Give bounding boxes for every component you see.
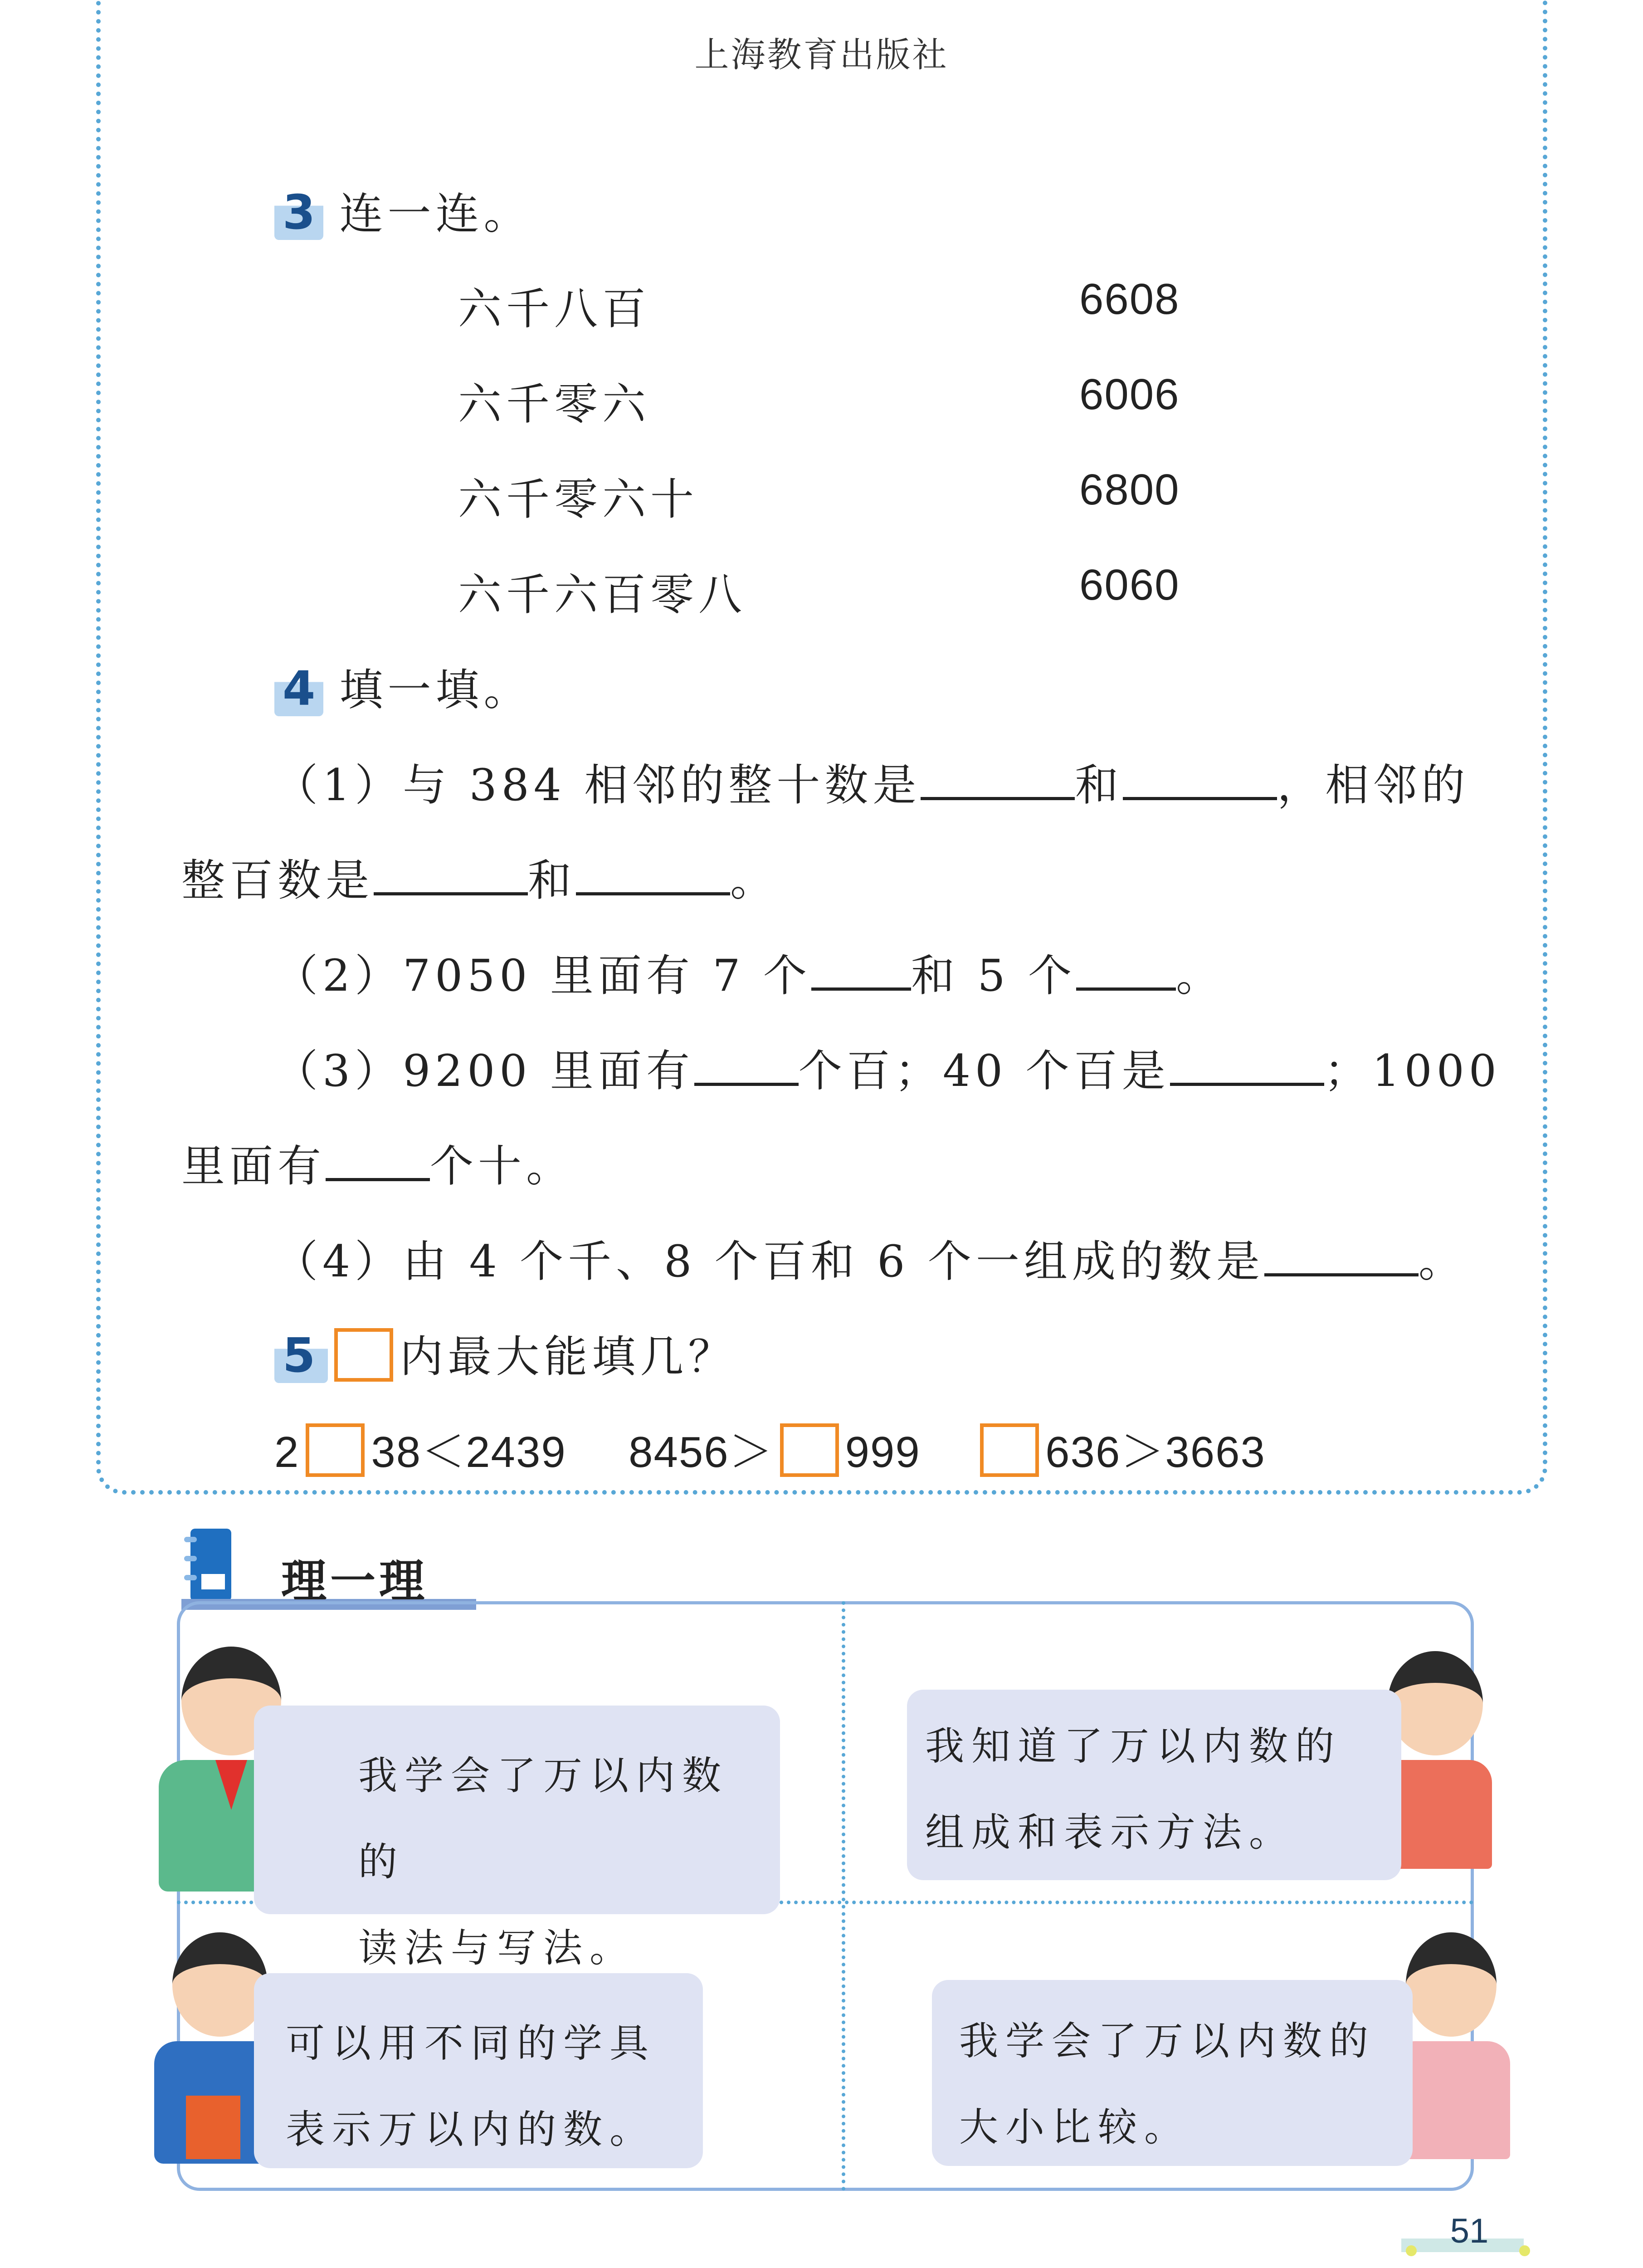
publisher-header: 上海教育出版社 (694, 34, 949, 75)
question-number: 3 (274, 185, 323, 240)
answer-blank[interactable] (811, 956, 911, 991)
question-number: 5 (274, 1328, 328, 1383)
q4-text: ，相邻的 (1277, 760, 1470, 811)
answer-blank[interactable] (576, 860, 730, 895)
question-number: 4 (274, 661, 323, 716)
expr-text: 636＞3663 (1045, 1428, 1266, 1476)
q4-text: 。 (1418, 1236, 1467, 1287)
answer-blank[interactable] (1076, 956, 1176, 991)
answer-blank[interactable] (694, 1051, 799, 1086)
q4-part3-line1 (274, 1036, 1501, 1099)
match-right-3[interactable]: 6800 (1079, 465, 1180, 514)
answer-box (334, 1328, 393, 1382)
decor-dot (1406, 2245, 1417, 2256)
bubble-line: 我学会了万以内数的 (959, 2019, 1375, 2064)
q4-part4 (274, 1227, 1467, 1289)
match-left-2[interactable]: 六千零六 (458, 379, 650, 430)
answer-blank[interactable] (326, 1146, 430, 1181)
q4-text: （3）9200 里面有 (274, 1046, 694, 1096)
question-3 (274, 179, 531, 241)
q4-part2 (274, 941, 1224, 1003)
q4-text: 个百；40 个百是 (798, 1046, 1170, 1096)
q4-text: （4）由 4 个千、8 个百和 6 个一组成的数是 (274, 1236, 1264, 1287)
q4-text: 和 (1075, 760, 1123, 811)
publisher-footer (0, 2263, 1643, 2268)
match-right-2[interactable]: 6006 (1079, 370, 1180, 419)
speech-bubble-2 (907, 1690, 1401, 1880)
speech-bubble-1 (254, 1706, 780, 1971)
summary-title: 理一理 (281, 1554, 428, 1608)
divider-vertical (842, 1601, 845, 2191)
question-title: 连一连。 (339, 188, 532, 239)
match-left-4[interactable]: 六千六百零八 (458, 569, 746, 620)
answer-blank[interactable] (1170, 1051, 1324, 1086)
question-title: 填一填。 (339, 665, 532, 715)
answer-blank[interactable] (374, 860, 528, 895)
match-right-4[interactable]: 6060 (1079, 561, 1180, 609)
answer-box[interactable] (306, 1423, 365, 1477)
speech-bubble-3 (254, 1973, 703, 2168)
bubble-line: 我知道了万以内数的 (925, 1724, 1341, 1769)
q4-text: 和 (528, 855, 576, 906)
q4-part1-line2 (181, 846, 778, 908)
q4-text: 和 5 个 (911, 950, 1077, 1001)
bubble-line: 表示万以内的数。 (286, 2107, 656, 2152)
question-5 (274, 1322, 736, 1384)
answer-box[interactable] (780, 1423, 839, 1477)
bubble-line: 可以用不同的学具 (286, 2021, 656, 2066)
bubble-line: 读法与写法。 (358, 1926, 636, 1971)
match-left-3[interactable]: 六千零六十 (458, 474, 698, 525)
speech-bubble-4 (932, 1980, 1413, 2166)
expr-text: 38＜2439 (371, 1428, 566, 1476)
q4-text: 。 (730, 855, 778, 906)
q4-text: 。 (1176, 950, 1224, 1001)
decor-dot (1519, 2245, 1530, 2256)
q5-expressions (274, 1418, 1266, 1480)
q4-text: 里面有 (181, 1141, 326, 1192)
match-right-1[interactable]: 6608 (1079, 275, 1180, 323)
bubble-line: 我学会了万以内数的 (358, 1753, 728, 1885)
question-4 (274, 655, 531, 718)
q4-text: ；1000 (1324, 1046, 1501, 1096)
answer-box[interactable] (980, 1423, 1039, 1477)
expr-text: 2 (274, 1428, 300, 1476)
bubble-line: 大小比较。 (959, 2105, 1190, 2150)
answer-blank[interactable] (1123, 765, 1277, 800)
expr-text: 8456＞ (629, 1428, 774, 1476)
q4-text: 整百数是 (181, 855, 374, 906)
answer-blank[interactable] (921, 765, 1075, 800)
q4-part1-line1 (274, 751, 1469, 813)
q4-text: （2）7050 里面有 7 个 (274, 950, 812, 1001)
match-left-1[interactable]: 六千八百 (458, 284, 650, 334)
notebook-icon (190, 1529, 231, 1601)
q4-text: （1）与 384 相邻的整十数是 (274, 760, 921, 811)
bubble-line: 组成和表示方法。 (925, 1810, 1295, 1855)
page-number: 51 (1450, 2212, 1489, 2250)
q4-text: 个十。 (430, 1141, 574, 1192)
expr-text: 999 (845, 1428, 921, 1476)
q4-part3-line2 (181, 1132, 574, 1194)
question-title: 内最大能填几？ (400, 1331, 736, 1382)
answer-blank[interactable] (1264, 1242, 1419, 1276)
